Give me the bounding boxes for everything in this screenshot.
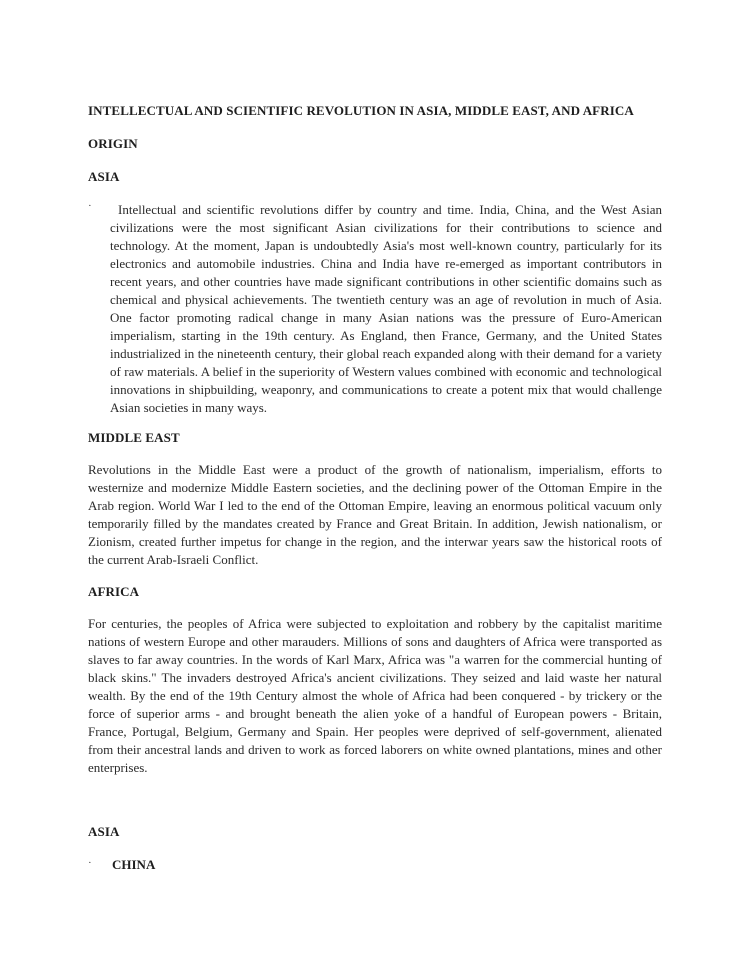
china-heading: CHINA: [112, 857, 156, 872]
middle-east-heading: MIDDLE EAST: [88, 430, 180, 445]
asia-paragraph-text: Intellectual and scientific revolutions differ by country and time. India, China, and the West Asian civilizations were the most significant Asian civilizations for their contributions to science and technology. At the moment, Japan is undoubtedly Asia's most well-known country, particularly for its electronics and automobile industries. China and India have re-emerged as important contributors in recent years, and other countries have made significant contributions in other scientific domains such as chemical and physical achievements. The twentieth century was an age of revolution in much of Asia. One factor promoting radical change in many Asian nations was the pressure of Euro-American imperialism, starting in the 19th century. As England, then France, Germany, and the United States industrialized in the nineteenth century, their global reach expanded along with their demand for a variety of raw materials. A belief in the superiority of Western values combined with economic and technological innovations in shipbuilding, weaponry, and communications to create a potent mix that would challenge Asian societies in many ways.: [110, 202, 662, 415]
document-title: INTELLECTUAL AND SCIENTIFIC REVOLUTION IN ASIA, MIDDLE EAST, AND AFRICA: [88, 103, 634, 118]
asia-heading-2: ASIA: [88, 824, 120, 839]
bullet-dot-icon: ·: [88, 857, 92, 869]
asia-heading: ASIA: [88, 169, 120, 184]
africa-paragraph: For centuries, the peoples of Africa were subjected to exploitation and robbery by the capitalist maritime nations of western Europe and other marauders. Millions of sons and daughters of Africa were transported as slaves to far away countries. In the words of Karl Marx, Africa was "a warren for the commercial hunting of black skins." The invaders destroyed Africa's ancient civilizations. They seized and laid waste her natural wealth. By the end of the 19th Century almost the whole of Africa had been conquered - by trickery or the force of superior arms - and brought beneath the alien yoke of a handful of European powers - Britain, France, Portugal, Belgium, Germany and Spain. Her peoples were deprived of self-government, alienated from their ancestral lands and driven to work as forced laborers on white owned plantations, mines and other enterprises.: [88, 616, 662, 775]
asia-paragraph: [110, 201, 662, 417]
document-page: [88, 0, 662, 971]
africa-heading: AFRICA: [88, 584, 140, 599]
middle-east-paragraph: Revolutions in the Middle East were a product of the growth of nationalism, imperialism, efforts to westernize and modernize Middle Eastern societies, and the declining power of the Ottoman Empire in the Arab region. World War I led to the end of the Ottoman Empire, leaving an enormous political vacuum only temporarily filled by the mandates created by France and Great Britain. In addition, Jewish nationalism, or Zionism, created further impetus for change in the region, and the interwar years saw the historical roots of the current Arab-Israeli Conflict.: [88, 462, 662, 567]
origin-heading: ORIGIN: [88, 136, 138, 151]
bullet-dot-icon: ·: [88, 200, 92, 212]
